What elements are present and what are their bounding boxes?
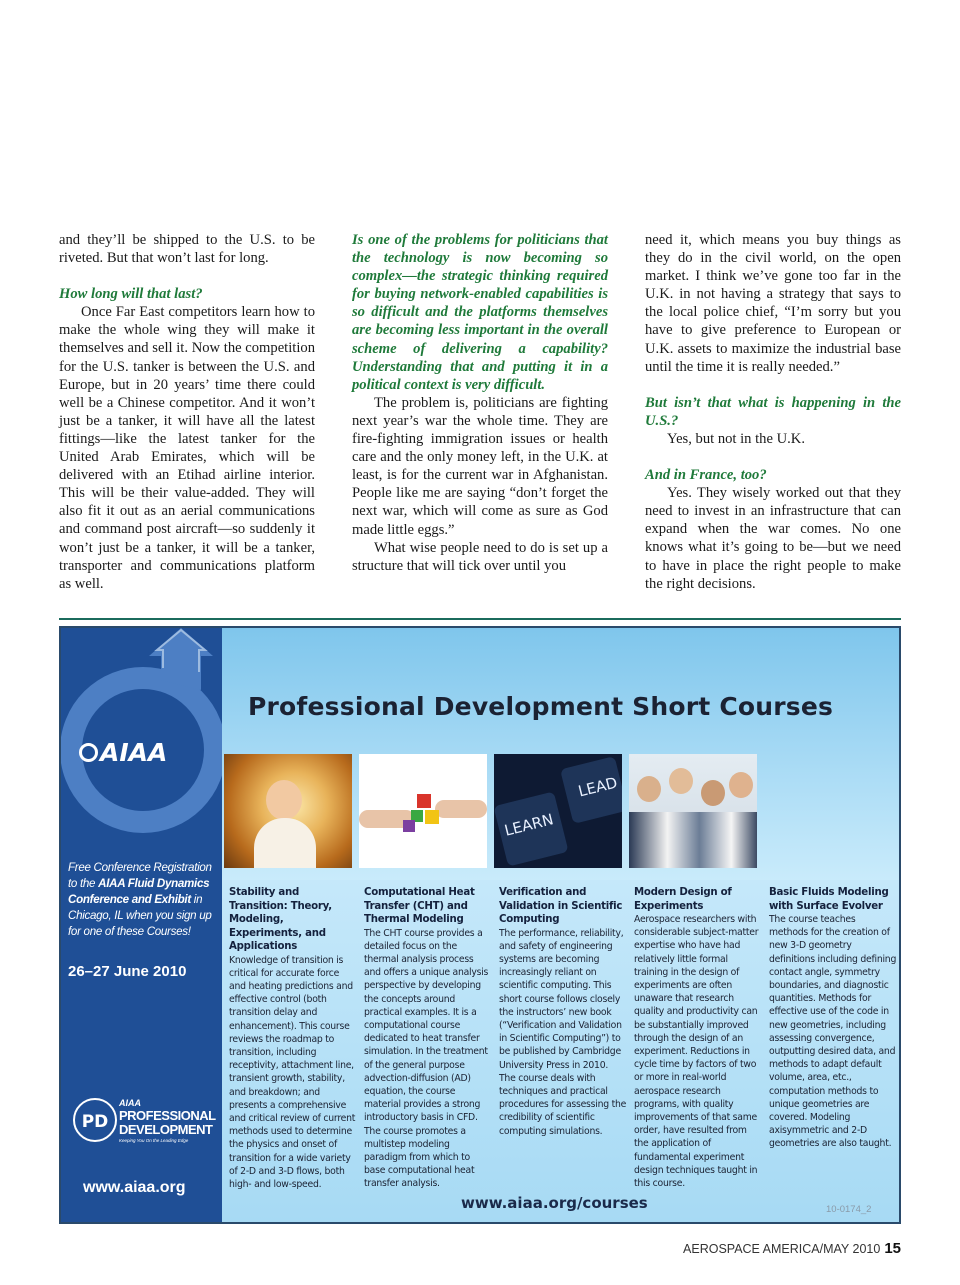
course-2-title: Computational Heat Transfer (CHT) and Thermal Modeling — [364, 887, 475, 925]
puzzle-piece-red — [417, 794, 431, 808]
course-3-title: Verification and Validation in Scientific Computing — [499, 887, 623, 925]
answer-paragraph: Yes, but not in the U.K. — [667, 430, 805, 447]
course-5-body: The course teaches methods for the creation of new 3-D geometry definitions including defining contact angle, symmetry boundaries, and diagnostic quantities. Methods for effective use of the code in new geometries, including assessing convergence, outputting desired data, and methods to adapt default volume, area, etc., computation methods to unique geometries are covered. Modeling axisymmetric and 2-D geometries are also taught. — [769, 914, 897, 1150]
photo-puzzle-pieces — [359, 754, 487, 868]
course-4 — [634, 886, 762, 1190]
interview-question: How long will that last? — [59, 286, 203, 303]
pd-logo-line2: PROFESSIONAL — [119, 1108, 216, 1123]
course-3-body: The performance, reliability, and safety of engineering systems are becoming increasingly reliant on scientific computing. This short course follows closely the instructors’ new book (“Verification and Validation in Scientific Computing”) to be published by Cambridge University Press in 2010. The course deals with techniques and practical procedures for assessing the credibility of scientific computing simulations. — [499, 927, 627, 1137]
person-2 — [669, 768, 693, 794]
course-2-body: The CHT course provides a detailed focus on the thermal analysis process and offers a unique analysis perspective by developing the concepts around practical examples. It is a computational course dedicated to heat transfer simulation. In the treatment of the general purpose advection-diffusion (AD) equation, the course material provides a strong introductory basis in CFD. The course promotes a multistep modeling paradigm from which to base computational heat transfer analysis. — [364, 927, 489, 1190]
photo-applauding-group — [629, 754, 757, 868]
answer-paragraph: What wise people need to do is set up a structure that will tick over until you — [352, 539, 608, 574]
pd-logo — [73, 1098, 216, 1158]
interview-question: And in France, too? — [645, 467, 767, 484]
pd-logo-tagline: Keeping You On the Leading Edge — [119, 1138, 189, 1143]
course-3 — [499, 886, 627, 1138]
article-column-1 — [59, 231, 315, 593]
photo-learn-lead-keys — [494, 754, 622, 868]
ad-left-panel — [61, 628, 222, 1222]
paragraph-gap — [59, 267, 315, 285]
body-paragraph: need it, which means you buy things as they do in the civil world, on the open market. I think we’ve gone too far in the U.K. in not having a strategy that says to the local police chief, “I’m sorry but you have to give preference to European or U.K. assets to maximize the industrial base until the time it is really needed.” — [645, 232, 901, 375]
hand-right — [435, 800, 487, 818]
photo-cheering-speaker — [224, 754, 352, 868]
person-3 — [701, 780, 725, 806]
course-2 — [364, 886, 492, 1191]
speaker-figure — [266, 780, 302, 820]
answer-paragraph: The problem is, politicians are fighting next year’s war the whole time. They are fire-fighting immigration issues or health care and the only money left, in the U.K. at least, is for the current war in Afghanistan. People like me are saying “don’t forget the next war, which will come as sure as God made little eggs.” — [352, 394, 608, 538]
paragraph-gap — [645, 376, 901, 394]
folio-publication: AEROSPACE AMERICA/MAY 2010 — [683, 1242, 881, 1256]
free-registration-promo — [68, 860, 218, 940]
course-dates: 26–27 June 2010 — [68, 963, 187, 980]
interview-question: But isn’t that what is happening in the U.S.? — [645, 394, 901, 429]
speaker-body — [254, 818, 316, 868]
course-4-title: Modern Design of Experiments — [634, 887, 732, 912]
pd-logo-line1: AIAA — [119, 1098, 141, 1108]
promo-conference-name: AIAA Fluid Dynamics Conference and Exhibit — [68, 877, 210, 906]
ad-code: 10-0174_2 — [826, 1204, 872, 1215]
aiaa-course-advertisement — [59, 626, 901, 1224]
interview-question: Is one of the problems for politicians that the technology is now becoming so complex—the strategic thinking required for buying network-enabled capabilities is so difficult and the platforms themselves are becoming less important in the overall scheme of delivering a capability? Understanding that and putting it in a political context is very difficult. — [352, 232, 608, 393]
promo-text-1: Free Conference Registration to the — [68, 861, 212, 890]
key-learn-label: LEARN — [502, 810, 556, 840]
courses-url[interactable]: www.aiaa.org/courses — [461, 1194, 648, 1212]
answer-paragraph: Once Far East competitors learn how to make the whole wing they will make it themselves and sell it. Now the competition for the U.S. tanker is between the U.S. and Europe, but in 20 years’ time there could well be a Chinese competitor. And it won’t just be a tanker, it will have all the latest fittings—like the latest tanker for the United Arab Emirates, which will be delivered with an Etihad airline interior. This will be their value-added. They will also fit it out as an aerial communications and command post aircraft—so suddenly it won’t just be a tanker, it will be a tanker, transporter and communications platform as well. — [59, 304, 315, 592]
answer-paragraph: Yes. They wisely worked out that they need to invest in an infrastructure that can expand when the war comes. No one knows what it’s going to be—but we need to have in place the right people to make the right decisions. — [645, 485, 901, 592]
person-1 — [637, 776, 661, 802]
course-1 — [229, 886, 357, 1191]
promo-text-2: in Chicago, IL when you sign up for one of these Courses! — [68, 893, 212, 938]
article-column-3 — [645, 231, 901, 593]
ad-title: Professional Development Short Courses — [248, 692, 834, 721]
pd-logo-line3: DEVELOPMENT — [119, 1122, 213, 1137]
key-lead-label: LEAD — [576, 773, 620, 801]
article-column-2 — [352, 231, 608, 575]
puzzle-piece-purple — [403, 820, 415, 832]
body-paragraph: and they’ll be shipped to the U.S. to be riveted. But that won’t last for long. — [59, 232, 315, 267]
course-1-title: Stability and Transition: Theory, Modeling, Experiments, and Applications — [229, 887, 332, 952]
aiaa-logo-circle-icon — [79, 743, 98, 762]
puzzle-piece-yellow — [425, 810, 439, 824]
course-1-body: Knowledge of transition is critical for accurate force and heating predictions and effective control (both transition delay and enhancement). This course reviews the roadmap to transition, including receptivity, attachment line, transient growth, stability, and breakdown; and presents a comprehensive and critical review of current methods used to determine the physics and onset of transition for a wide variety of 2-D and 3-D flows, both high- and low-speed. — [229, 954, 356, 1190]
aiaa-logo — [79, 738, 167, 767]
aiaa-logo-text: AIAA — [100, 738, 168, 767]
page-folio — [683, 1240, 901, 1257]
person-4 — [729, 772, 753, 798]
pd-logo-emblem: PD — [73, 1098, 117, 1142]
course-5 — [769, 886, 897, 1151]
course-5-title: Basic Fluids Modeling with Surface Evolver — [769, 887, 889, 912]
paragraph-gap — [645, 448, 901, 466]
page-number: 15 — [884, 1240, 901, 1257]
group-clothes — [629, 812, 757, 868]
course-4-body: Aerospace researchers with considerable subject-matter expertise who have had relatively little formal training in the design of experiments are often unaware that research quality and productivity can be substantially improved through the design of an experiment. Reductions in cycle time by factors of two or more in real-world aerospace research programs, with quality improvements of that same order, have resulted from the application of fundamental experiment design techniques taught in this course. — [634, 914, 759, 1190]
aiaa-website-url[interactable]: www.aiaa.org — [83, 1179, 186, 1196]
section-divider — [59, 618, 901, 620]
